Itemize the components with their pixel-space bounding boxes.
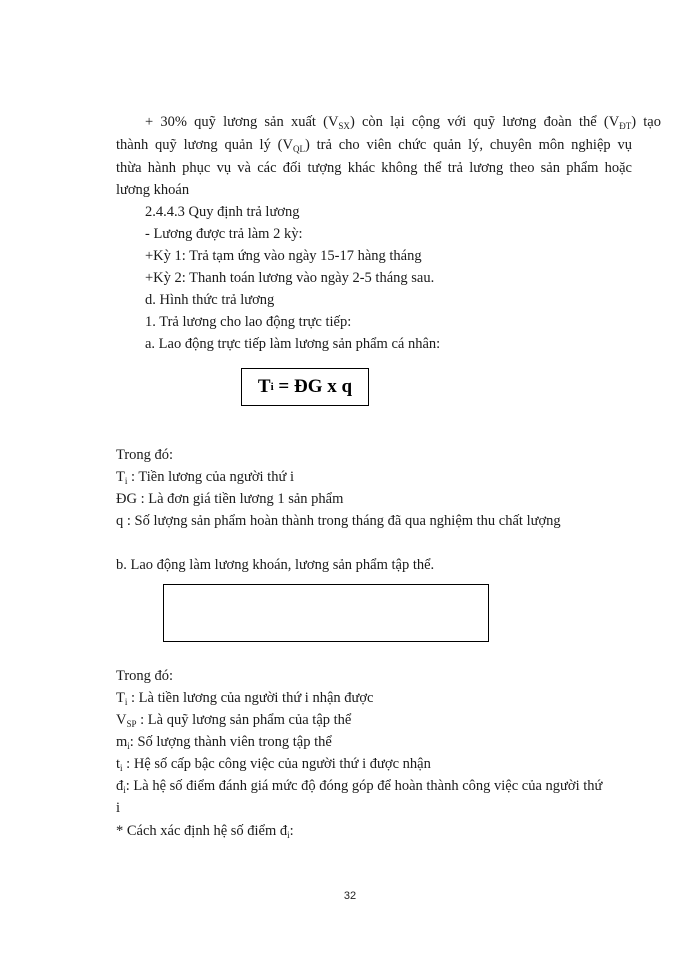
definition-ti-coef: $t_i$ : Hệ số cấp bậc công việc của người thứ i được nhận [116, 756, 431, 773]
definition-mi: $m_i$: Số lượng thành viên trong tập thể [116, 734, 332, 751]
paragraph-line: thành quỹ lương quản lý $(V_{QL})$ trả cho viên chức quản lý, chuyên môn nghiệp vụ [116, 137, 632, 154]
paragraph-line: thừa hành phục vụ và các đối tượng khác không thể trả lương theo sản phẩm hoặc [116, 160, 632, 176]
definition-di: $đ_i$: Là hệ số điểm đánh giá mức độ đóng góp để hoàn thành công việc của người thứ [116, 778, 603, 795]
formula-box: T i = ĐG x q [241, 368, 369, 406]
item-b: b. Lao động làm lương khoán, lương sản phẩm tập thể. [116, 557, 435, 573]
page-number: 32 [343, 890, 357, 902]
definition-ti: $T_i$ : Tiền lương của người thứ i [116, 469, 294, 486]
paragraph-line: lương khoán [116, 182, 190, 198]
section-heading: 2.4.4.3 Quy định trả lương [145, 204, 300, 220]
empty-formula-box [163, 584, 489, 642]
definition-vsp: $V_{SP}$ : Là quỹ lương sản phẩm của tập thể [116, 712, 352, 729]
definition-q: q : Số lượng sản phẩm hoàn thành trong tháng đã qua nghiệm thu chất lượng [116, 513, 561, 529]
definition-ti: $T_i$ : Là tiền lương của người thứ i nhận được [116, 690, 374, 707]
pay-period-1: +Kỳ 1: Trả tạm ứng vào ngày 15-17 hàng tháng [145, 248, 422, 264]
formula-rhs: = ĐG x q [273, 376, 353, 397]
definition-dg: ĐG : Là đơn giá tiền lương 1 sản phẩm [116, 491, 344, 507]
item-a: a. Lao động trực tiếp làm lương sản phẩm cá nhân: [145, 336, 441, 352]
item-1: 1. Trả lương cho lao động trực tiếp: [145, 314, 352, 330]
subheading-d: d. Hình thức trả lương [145, 292, 275, 308]
pay-periods-intro: - Lương được trả làm 2 kỳ: [145, 226, 303, 242]
method-note: * Cách xác định hệ số điểm $đ_i$: [116, 823, 294, 840]
formula-lhs: T [257, 376, 271, 397]
paragraph-line: + 30% quỹ lương sản xuất $(V_{SX})$ còn lại cộng với quỹ lương đoàn thể $(V_{ĐT})$ tạo [145, 114, 661, 131]
where-title: Trong đó: [116, 668, 174, 684]
pay-period-2: +Kỳ 2: Thanh toán lương vào ngày 2-5 tháng sau. [145, 270, 435, 286]
where-title: Trong đó: [116, 447, 174, 463]
definition-di-cont: i [116, 800, 121, 816]
